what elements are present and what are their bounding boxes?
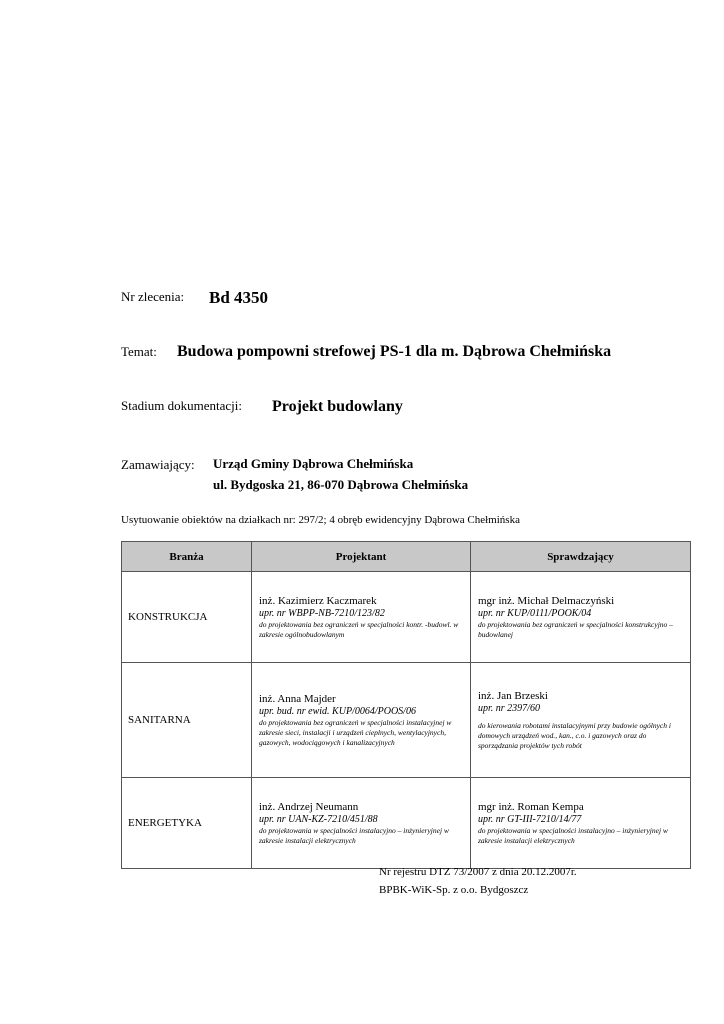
person-name: mgr inż. Michał Delmaczyński [478,594,615,607]
table-row [122,663,691,778]
client-name: Urząd Gminy Dąbrowa Chełmińska [213,456,414,471]
license-number: upr. nr KUP/0111/POOK/04 [478,607,592,619]
header-sprawdzajacy: Sprawdzający [471,542,691,572]
person-name: inż. Anna Majder [259,692,336,705]
license-number: upr. nr UAN-KZ-7210/451/88 [259,813,378,825]
projektant-cell [252,572,471,663]
location-note: Usytuowanie obiektów na działkach nr: 297/2; 4 obręb ewidencyjny Dąbrowa Chełmińska [121,514,520,526]
license-scope: do kierowania robotami instalacyjnymi przy budowie ogólnych i domowych urządzeń wod., kan., c.o. i gazowych oraz do sporządzania projektów tych robót [478,720,671,750]
client-address: ul. Bydgoska 21, 86-070 Dąbrowa Chełmińska [213,477,469,492]
projektant-cell [252,778,471,869]
license-number: upr. nr GT-III-7210/14/77 [478,813,582,825]
license-scope: do projektowania w specjalności instalacyjno – inżynieryjnej w zakresie instalacji elektrycznych [259,825,449,845]
license-scope: do projektowania w specjalności instalacyjno – inżynieryjnej w zakresie instalacji elektrycznych [478,825,668,845]
person-name: mgr inż. Roman Kempa [478,800,584,813]
header-projektant: Projektant [252,542,471,572]
client-label: Zamawiający: [121,457,195,472]
person-name: inż. Jan Brzeski [478,689,548,702]
license-scope: do projektowania bez ograniczeń w specjalności kontr. -budowl. w zakresie ogólnobudowlanym [259,619,459,639]
sprawdzajacy-cell [471,778,691,869]
license-number: upr. nr WBPP-NB-7210/123/82 [259,607,385,619]
person-name: inż. Kazimierz Kaczmarek [259,594,377,607]
stage-value: Projekt budowlany [272,398,403,415]
table-row [122,778,691,869]
subject-value: Budowa pompowni strefowej PS-1 dla m. Dąbrowa Chełmińska [177,343,612,360]
table-header-row [122,542,691,572]
staff-table [121,541,691,869]
branza-cell: SANITARNA [122,663,252,778]
order-number-value: Bd 4350 [209,288,269,307]
header-branza: Branża [122,542,252,572]
table-row [122,572,691,663]
sprawdzajacy-cell [471,572,691,663]
license-scope: do projektowania bez ograniczeń w specjalności instalacyjnej w zakresie sieci, instalacji i urządzeń cieplnych, wentylacyjnych, gazowych, wodociągowych i kanalizacyjnych [259,717,452,747]
sprawdzajacy-cell [471,663,691,778]
person-name: inż. Andrzej Neumann [259,800,359,813]
branza-cell: ENERGETYKA [122,778,252,869]
projektant-cell [252,663,471,778]
license-scope: do projektowania bez ograniczeń w specjalności konstrukcyjno – budowlanej [478,619,673,639]
registry-number: Nr rejestru DTZ 73/2007 z dnia 20.12.2007r. [379,866,577,878]
stage-label: Stadium dokumentacji: [121,398,242,413]
order-number-label: Nr zlecenia: [121,289,185,304]
branza-cell: KONSTRUKCJA [122,572,252,663]
license-number: upr. nr 2397/60 [478,702,540,714]
company-name: BPBK-WiK-Sp. z o.o. Bydgoszcz [379,884,529,896]
license-number: upr. bud. nr ewid. KUP/0064/POOS/06 [259,705,416,717]
subject-label: Temat: [121,344,157,359]
